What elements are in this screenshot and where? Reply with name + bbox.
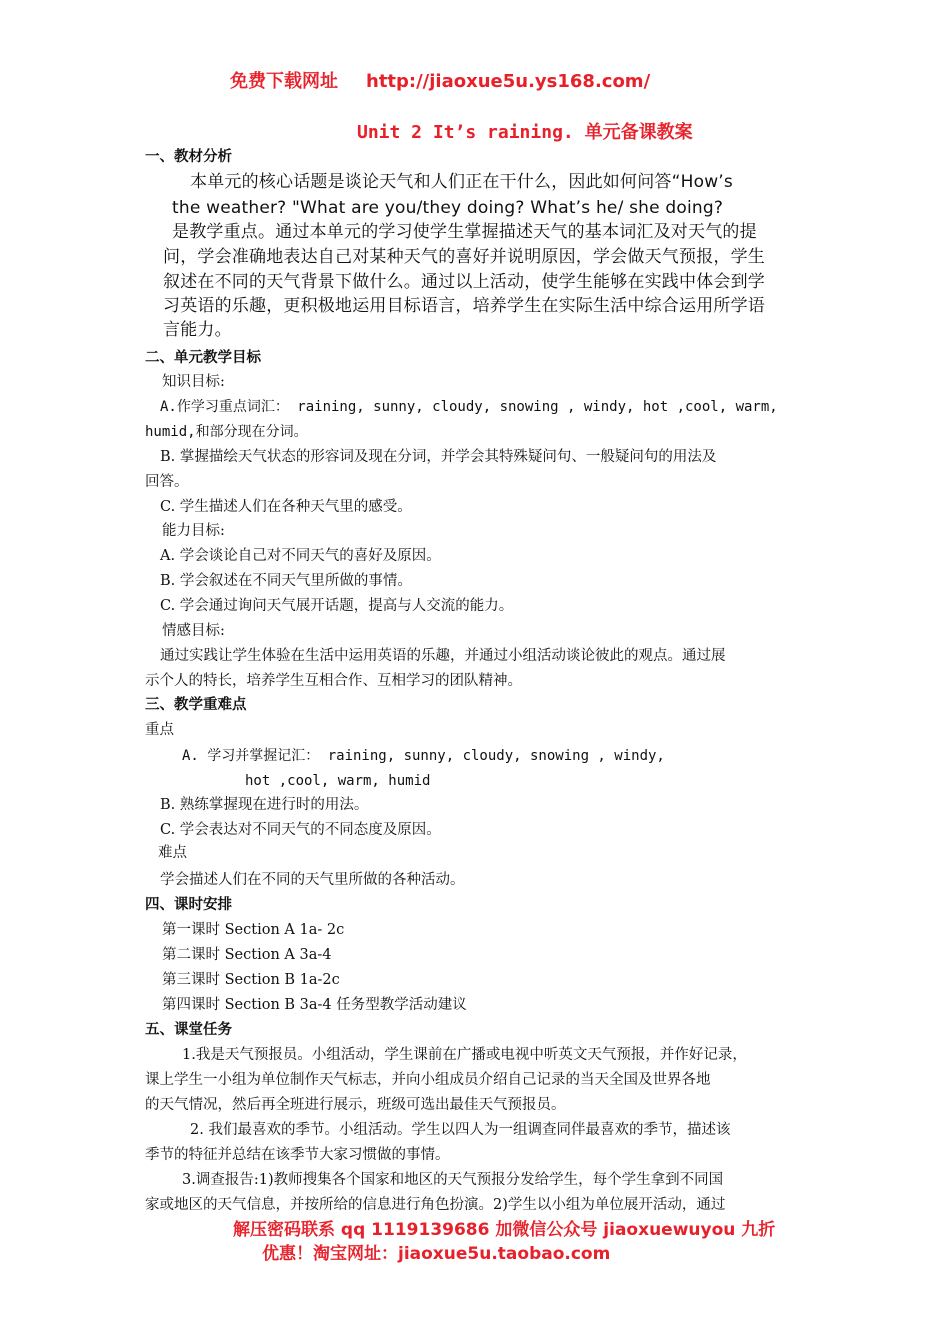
intro-line: 是教学重点。通过本单元的学习使学生掌握描述天气的基本词汇及对天气的提: [172, 222, 757, 242]
task-line: 2. 我们最喜欢的季节。小组活动。学生以四人为一组调查同伴最喜欢的季节，描述该: [190, 1122, 731, 1138]
task-line: 的天气情况，然后再全班进行展示，班级可选出最佳天气预报员。: [145, 1097, 566, 1113]
key-label: 重点: [145, 722, 174, 738]
intro-line: 习英语的乐趣，更积极地运用目标语言，培养学生在实际生活中综合运用所学语: [163, 296, 765, 316]
task-line: 3.调查报告:1)教师搜集各个国家和地区的天气预报分发给学生，每个学生拿到不同国: [182, 1172, 724, 1188]
knowledge-b-line: 回答。: [145, 474, 189, 490]
intro-line: the weather? "What are you/they doing? What’s he/ she doing?: [172, 198, 724, 218]
ability-label: 能力目标:: [162, 523, 225, 539]
ability-c-line: C. 学会通过询问天气展开话题，提高与人交流的能力。: [160, 598, 514, 614]
download-header: [230, 70, 650, 94]
section-heading-key-points: 三、教学重难点: [145, 697, 247, 713]
knowledge-b-line: B. 掌握描绘天气状态的形容词及现在分词，并学会其特殊疑问句、一般疑问句的用法及: [160, 449, 717, 465]
ability-b-line: B. 学会叙述在不同天气里所做的事情。: [160, 573, 412, 589]
intro-line: 言能力。: [163, 320, 232, 340]
task-line: 1.我是天气预报员。小组活动，学生课前在广播或电视中听英文天气预报，并作好记录，: [182, 1047, 747, 1063]
footer-shop-link[interactable]: 优惠！淘宝网址：jiaoxue5u.taobao.com: [262, 1244, 611, 1264]
knowledge-a-line: A.作学习重点词汇： raining, sunny, cloudy, snowing , windy, hot ,cool, warm,: [160, 399, 778, 415]
difficult-label: 难点: [158, 845, 187, 861]
document-title: Unit 2 It’s raining. 单元备课教案: [357, 122, 693, 143]
period-line: 第一课时 Section A 1a- 2c: [162, 922, 345, 938]
section-heading-objectives: 二、单元教学目标: [145, 350, 261, 366]
task-line: 课上学生一小组为单位制作天气标志，并向小组成员介绍自己记录的当天全国及世界各地: [145, 1072, 711, 1088]
difficult-text: 学会描述人们在不同的天气里所做的各种活动。: [160, 872, 465, 888]
key-c-line: C. 学会表达对不同天气的不同态度及原因。: [160, 822, 441, 838]
period-line: 第二课时 Section A 3a-4: [162, 947, 332, 963]
footer-contact: 解压密码联系 qq 1119139686 加微信公众号 jiaoxuewuyou 九折: [233, 1220, 776, 1240]
emotion-label: 情感目标:: [162, 623, 225, 639]
section-heading-analysis: 一、教材分析: [145, 149, 232, 165]
knowledge-c-line: C. 学生描述人们在各种天气里的感受。: [160, 499, 412, 515]
section-heading-schedule: 四、课时安排: [145, 897, 232, 913]
ability-a-line: A. 学会谈论自己对不同天气的喜好及原因。: [160, 548, 441, 564]
task-line: 家或地区的天气信息，并按所给的信息进行角色扮演。2)学生以小组为单位展开活动，通过: [145, 1197, 726, 1213]
key-b-line: B. 熟练掌握现在进行时的用法。: [160, 797, 369, 813]
key-a-line: A. 学习并掌握记汇： raining, sunny, cloudy, snowing , windy,: [182, 748, 665, 764]
download-url-link[interactable]: http://jiaoxue5u.ys168.com/: [366, 71, 651, 92]
knowledge-label: 知识目标:: [162, 374, 225, 390]
emotion-line: 示个人的特长，培养学生互相合作、互相学习的团队精神。: [145, 673, 522, 689]
intro-line: 本单元的核心话题是谈论天气和人们正在干什么，因此如何问答“How’s: [190, 172, 733, 192]
task-line: 季节的特征并总结在该季节大家习惯做的事情。: [145, 1147, 450, 1163]
period-line: 第三课时 Section B 1a-2c: [162, 972, 340, 988]
key-a-line: hot ,cool, warm, humid: [245, 773, 431, 789]
intro-line: 问，学会准确地表达自己对某种天气的喜好并说明原因，学会做天气预报，学生: [163, 247, 765, 267]
period-line: 第四课时 Section B 3a-4 任务型教学活动建议: [162, 997, 467, 1013]
knowledge-a-line: humid,和部分现在分词。: [145, 424, 308, 440]
download-label: 免费下载网址: [230, 71, 338, 92]
emotion-line: 通过实践让学生体验在生活中运用英语的乐趣，并通过小组活动谈论彼此的观点。通过展: [160, 648, 726, 664]
section-heading-tasks: 五、课堂任务: [145, 1022, 232, 1038]
intro-line: 叙述在不同的天气背景下做什么。通过以上活动，使学生能够在实践中体会到学: [163, 272, 765, 292]
